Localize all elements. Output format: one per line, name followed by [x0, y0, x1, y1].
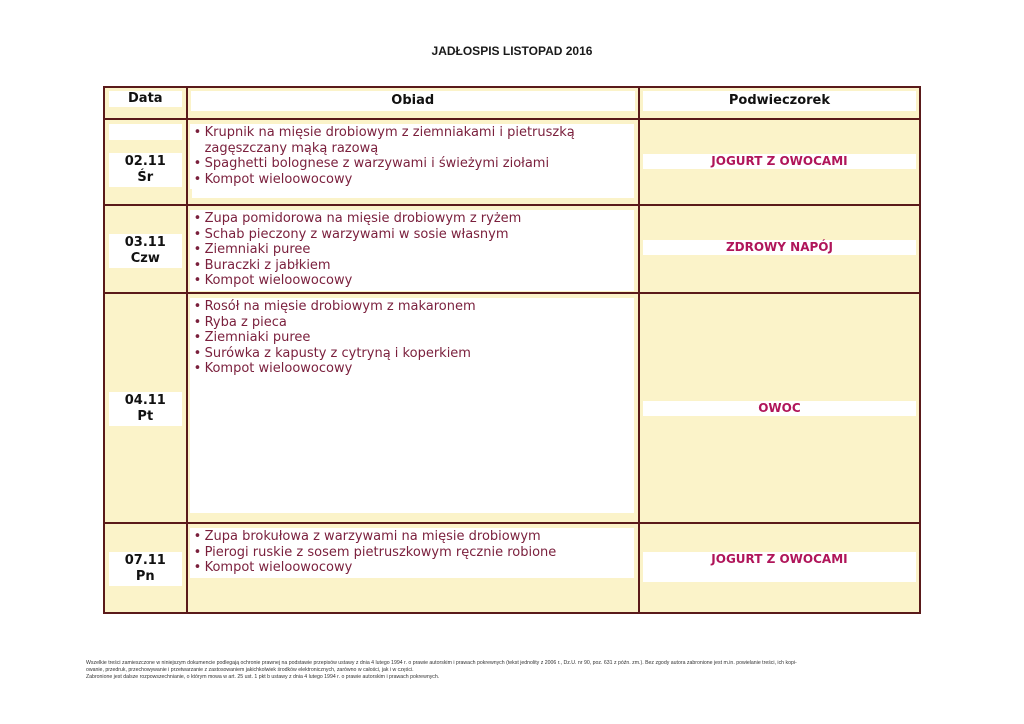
dish-item: • Zupa brokułowa z warzywami na mięsie drobiowym	[194, 529, 628, 545]
lunch-cell	[187, 523, 639, 613]
snack-cell	[639, 293, 920, 523]
header-date-cell	[104, 87, 187, 119]
dish-item: • Ryba z pieca	[194, 315, 628, 331]
table-row	[104, 119, 920, 205]
footer-line: owanie, przedruk, przechowywanie i przetwarzanie z zastosowaniem jakichkolwiek środków elektronicznych, zarówno w całości, jak i w części.	[86, 667, 414, 673]
date-cell	[104, 205, 187, 293]
cell-strip	[192, 186, 634, 198]
copyright-footer	[86, 660, 922, 681]
dish-item: • Ziemniaki puree	[194, 242, 628, 258]
date-cell	[104, 523, 187, 613]
day-value: Pt	[137, 409, 154, 424]
dish-item: • Schab pieczony z warzywami w sosie własnym	[194, 227, 628, 243]
dish-list	[190, 298, 634, 513]
dish-list	[190, 528, 634, 578]
dish-item: • Pierogi ruskie z sosem pietruszkowym ręcznie robione	[194, 545, 628, 561]
date-value: 03.11	[124, 235, 166, 250]
table-row	[104, 523, 920, 613]
footer-line: Zabronione jest dalsze rozpowszechnianie, o którym mowa w art. 25 ust. 1 pkt b ustawy z dnia 4 lutego 1994 r. o prawie autorskim i prawach pokrewnych.	[86, 674, 440, 680]
day-value: Pn	[135, 569, 155, 584]
snack-label: JOGURT Z OWOCAMI	[643, 552, 916, 582]
table-row	[104, 293, 920, 523]
dish-list	[190, 124, 634, 189]
date-value: 07.11	[124, 553, 166, 568]
cell-strip	[109, 124, 182, 140]
dish-item: • Kompot wieloowocowy	[194, 273, 628, 289]
lunch-cell	[187, 205, 639, 293]
date-label	[109, 392, 182, 426]
snack-label: JOGURT Z OWOCAMI	[643, 154, 916, 169]
lunch-cell	[187, 293, 639, 523]
dish-item: • Zupa pomidorowa na mięsie drobiowym z ryżem	[194, 211, 628, 227]
header-row	[104, 87, 920, 119]
dish-item: • Surówka z kapusty z cytryną i koperkiem	[194, 346, 628, 362]
dish-item: • Krupnik na mięsie drobiowym z ziemniakami i pietruszką zagęszczany mąką razową	[194, 125, 628, 156]
day-value: Śr	[137, 170, 154, 185]
date-label	[109, 552, 182, 586]
snack-cell	[639, 119, 920, 205]
page-title: JADŁOSPIS LISTOPAD 2016	[431, 44, 593, 58]
date-value: 02.11	[124, 154, 166, 169]
dish-list	[190, 210, 634, 291]
date-value: 04.11	[124, 393, 166, 408]
lunch-cell	[187, 119, 639, 205]
header-lunch: Obiad	[191, 91, 635, 111]
footer-line: Wszelkie treści zamieszczone w niniejszym dokumencie podlegają ochronie prawnej na podstawie przepisów ustawy z dnia 4 lutego 1994 r. o prawie autorskim i prawach pokrewnych (tekst jednolity z 2006 r., Dz.U. nr 90, poz. 631 z późn. zm.). Bez zgody autora zabronione jest m.in. powielanie treści, ich kopi-	[86, 660, 797, 666]
dish-item: • Ziemniaki puree	[194, 330, 628, 346]
dish-item: • Kompot wieloowocowy	[194, 560, 628, 576]
menu-table	[103, 86, 921, 614]
snack-label: OWOC	[643, 401, 916, 416]
dish-item: • Rosół na mięsie drobiowym z makaronem	[194, 299, 628, 315]
snack-label: ZDROWY NAPÓJ	[643, 240, 916, 255]
dish-item: • Kompot wieloowocowy	[194, 172, 628, 188]
date-cell	[104, 119, 187, 205]
dish-item: • Spaghetti bolognese z warzywami i świeżymi ziołami	[194, 156, 628, 172]
table-row	[104, 205, 920, 293]
header-date: Data	[109, 91, 182, 107]
header-snack: Podwieczorek	[643, 91, 916, 111]
snack-cell	[639, 205, 920, 293]
day-value: Czw	[130, 251, 160, 266]
dish-item: • Kompot wieloowocowy	[194, 361, 628, 377]
date-label	[109, 153, 182, 187]
date-cell-highlighted	[104, 293, 187, 523]
dish-item: • Buraczki z jabłkiem	[194, 258, 628, 274]
date-label	[109, 234, 182, 268]
header-snack-cell	[639, 87, 920, 119]
header-lunch-cell	[187, 87, 639, 119]
snack-cell	[639, 523, 920, 613]
